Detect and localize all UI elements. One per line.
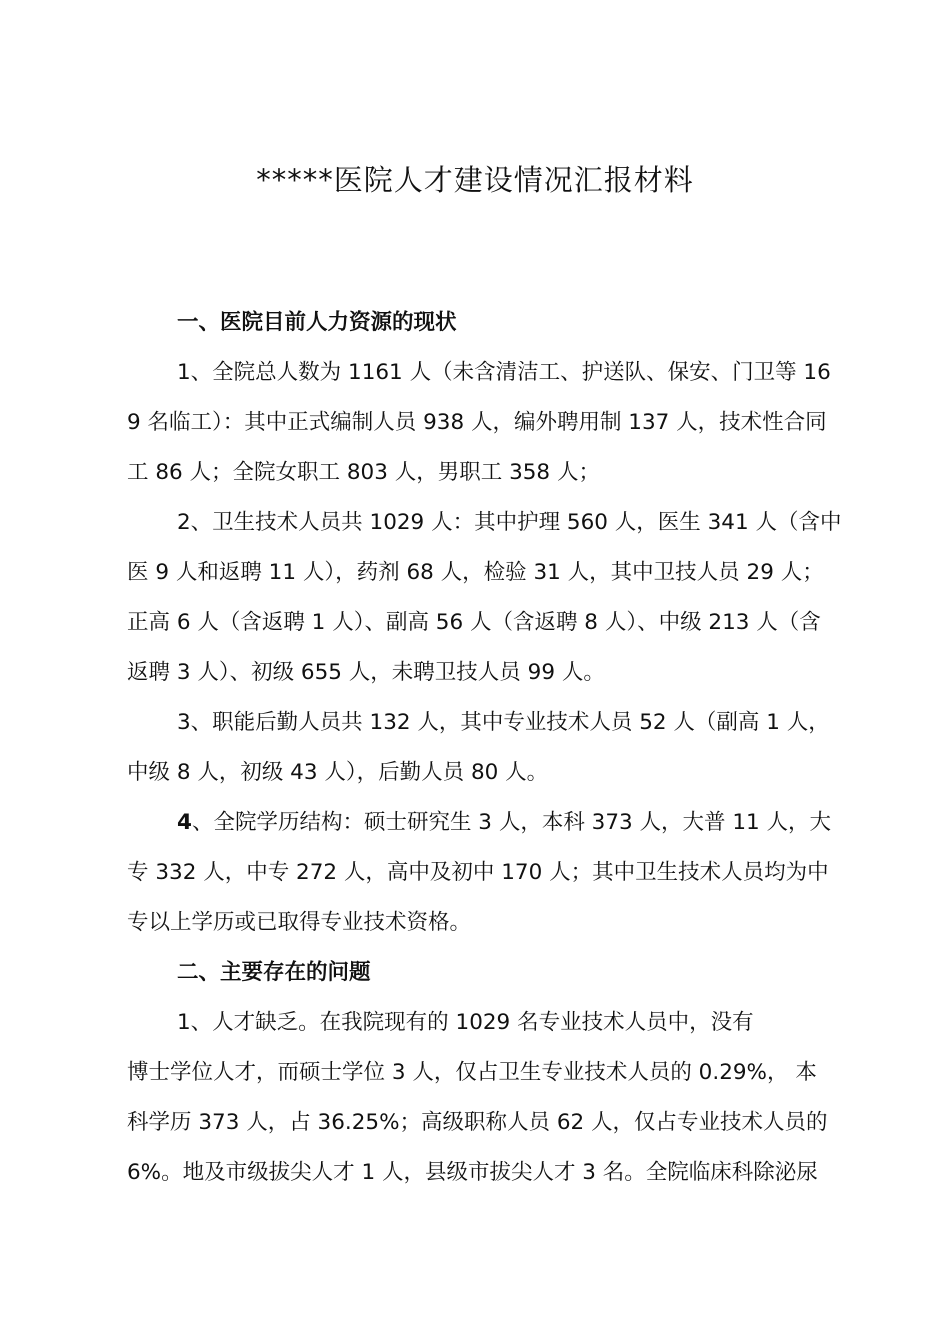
paragraph-line: 9 名临工）：其中正式编制人员 938 人，编外聘用制 137 人，技术性合同 xyxy=(127,410,827,435)
paragraph-line: 正高 6 人（含返聘 1 人）、副高 56 人（含返聘 8 人）、中级 213 人（含 xyxy=(127,610,821,635)
paragraph-line: 6%。地及市级拔尖人才 1 人，县级市拔尖人才 3 名。全院临床科除泌尿 xyxy=(127,1160,818,1185)
paragraph-line: 博士学位人才，而硕士学位 3 人，仅占卫生专业技术人员的 0.29%， 本 xyxy=(127,1060,817,1085)
paragraph-line: 科学历 373 人，占 36.25%；高级职称人员 62 人，仅占专业技术人员的 xyxy=(127,1110,828,1135)
paragraph-line: 中级 8 人，初级 43 人），后勤人员 80 人。 xyxy=(127,760,549,785)
paragraph-line: 1、人才缺乏。在我院现有的 1029 名专业技术人员中，没有 xyxy=(177,1010,754,1035)
section-heading-main-problems: 二、主要存在的问题 xyxy=(177,960,371,985)
paragraph-line: 3、职能后勤人员共 132 人，其中专业技术人员 52 人（副高 1 人， xyxy=(177,710,830,735)
document-title: *****医院人才建设情况汇报材料 xyxy=(256,163,694,197)
paragraph-text: 、全院学历结构：硕士研究生 3 人，本科 373 人，大普 11 人，大 xyxy=(191,810,832,835)
paragraph-number: 4 xyxy=(177,810,192,835)
paragraph-line: 医 9 人和返聘 11 人），药剂 68 人，检验 31 人，其中卫技人员 29 人； xyxy=(127,560,824,585)
paragraph-line: 1、全院总人数为 1161 人（未含清洁工、护送队、保安、门卫等 16 xyxy=(177,360,831,385)
paragraph-line: 工 86 人；全院女职工 803 人，男职工 358 人； xyxy=(127,460,600,485)
section-heading-current-status: 一、医院目前人力资源的现状 xyxy=(177,310,457,335)
paragraph-line: 专 332 人，中专 272 人，高中及初中 170 人；其中卫生技术人员均为中 xyxy=(127,860,829,885)
paragraph-line xyxy=(177,808,831,838)
paragraph-line: 2、卫生技术人员共 1029 人：其中护理 560 人，医生 341 人（含中 xyxy=(177,510,842,535)
paragraph-line: 专以上学历或已取得专业技术资格。 xyxy=(127,910,472,935)
paragraph-line: 返聘 3 人）、初级 655 人，未聘卫技人员 99 人。 xyxy=(127,660,605,685)
